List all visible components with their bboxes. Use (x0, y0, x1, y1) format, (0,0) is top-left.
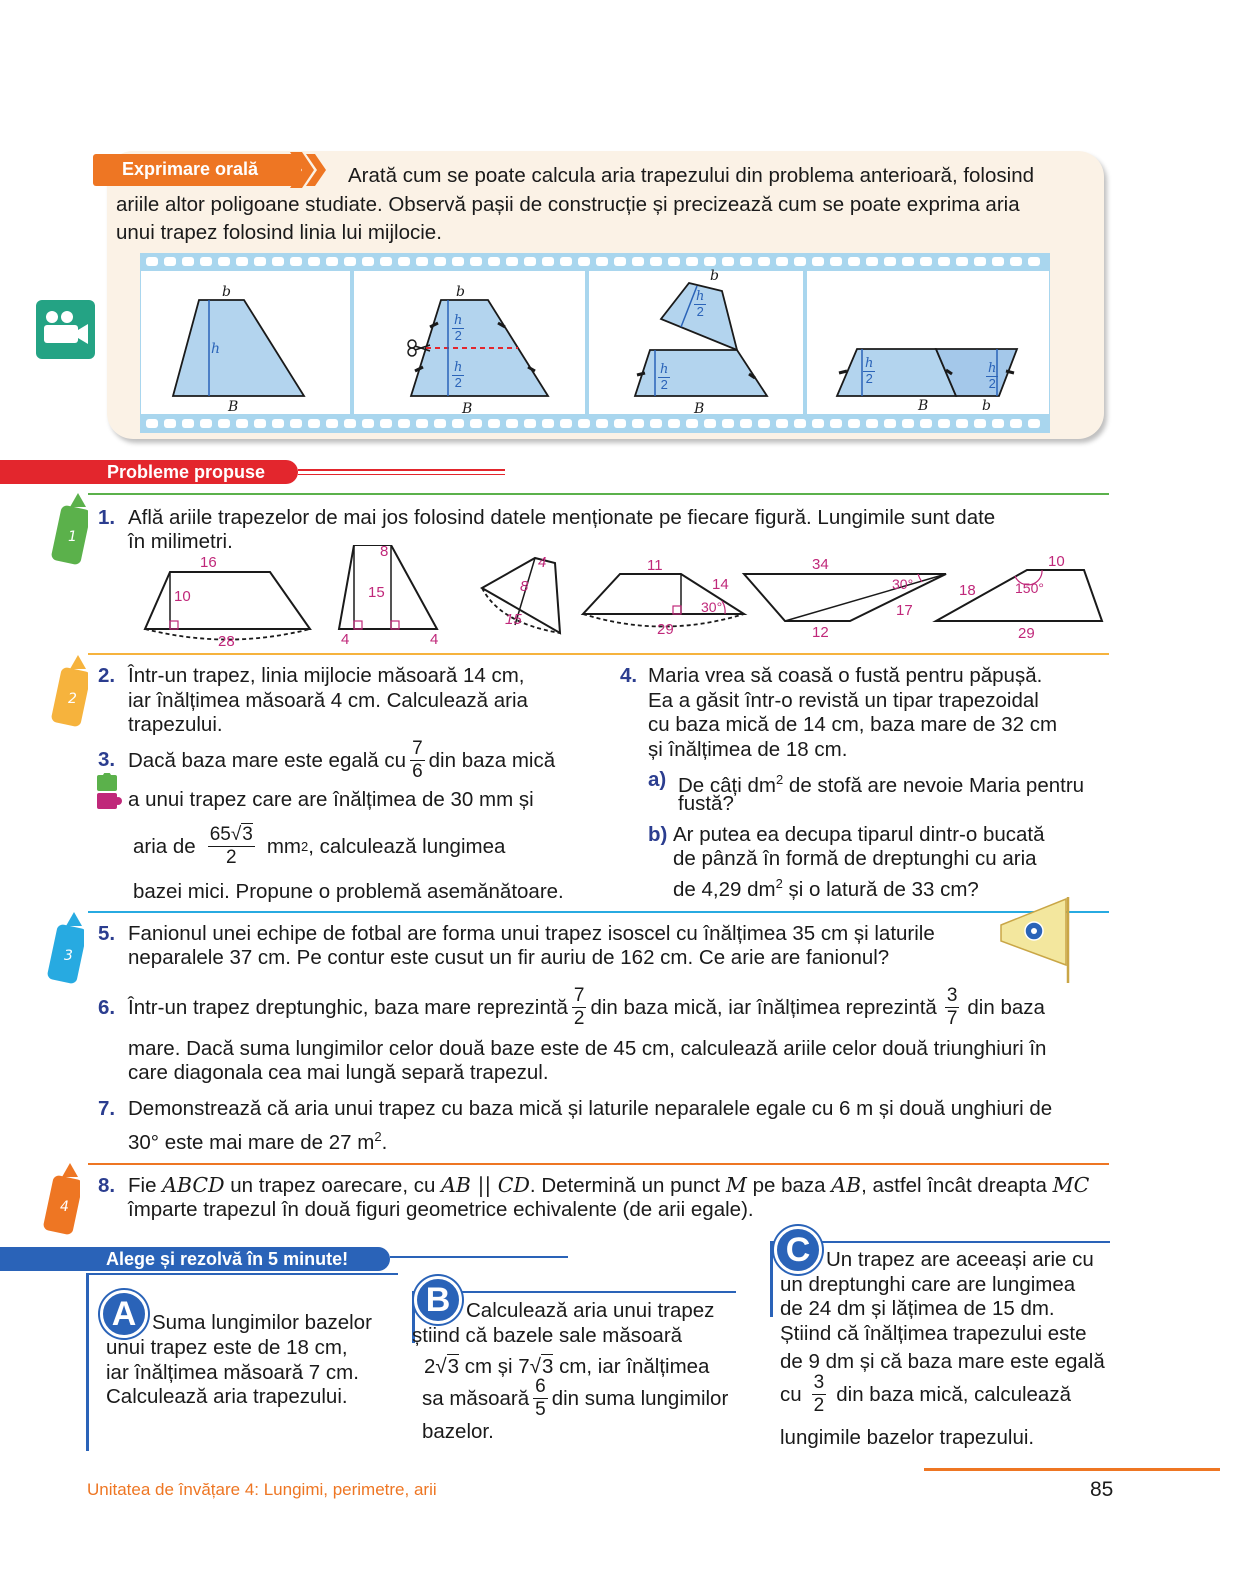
p4-line2: Ea a găsit într-o revistă un tipar trapezoidal (648, 689, 1039, 712)
p8-line2: împarte trapezul în două figuri geometrice echivalente (de arii egale). (128, 1198, 754, 1221)
card-c-badge: C (774, 1226, 822, 1274)
p1-f2-top: 8 (380, 543, 389, 560)
page-number: 85 (1090, 1478, 1114, 1501)
video-camera-icon (36, 300, 95, 359)
card-c-rule-left (770, 1241, 773, 1317)
p4-line3: cu baza mică de 14 cm, baza mare de 32 cm (648, 713, 1058, 736)
crayon-yellow-icon (48, 655, 88, 731)
p3-line2: a unui trapez care are înălțimea de 30 mm și (128, 788, 534, 811)
film-label-b-1: b (222, 284, 231, 300)
film-label-h2-4b: $\frac{h}{2}$ (988, 361, 997, 391)
p2-line2: iar înălțimea măsoară 4 cm. Calculează aria (128, 689, 528, 712)
card-b-line4: sa măsoară $\frac{6}{5}$ din suma lungimilor (422, 1375, 729, 1420)
chevrons-icon (290, 152, 335, 188)
p6-line2: mare. Dacă suma lungimilor celor două baze este de 45 cm, calculează ariile celor două triunghiuri în (128, 1037, 1047, 1060)
p1-number: 1. (98, 506, 116, 529)
p4-b-line3: de 4,29 $dm^2$ și o latură de 33 cm? (673, 876, 979, 901)
p1-f6-bot: 29 (1018, 625, 1035, 642)
p4-b-label: b) (648, 823, 668, 846)
p1-f4-top: 11 (647, 557, 663, 574)
footer-unit: Unitatea de învățare 4: Lungimi, perimetre, arii (87, 1480, 437, 1499)
film-label-h2-3a: $\frac{h}{2}$ (696, 289, 705, 319)
quick-rule (390, 1256, 568, 1258)
section-rule-2 (298, 474, 505, 475)
svg-text:4: 4 (60, 1199, 69, 1215)
p1-f5-side: 17 (896, 602, 913, 619)
level-rule-1 (88, 493, 1109, 495)
film-label-b-3: b (710, 268, 719, 284)
p1-line2: în milimetri. (128, 530, 233, 553)
card-b-line5: bazelor. (422, 1420, 494, 1443)
card-b-line3: 2√3 cm și 7√3 cm, iar înălțimea (424, 1355, 710, 1378)
p5-line1: Fanionul unei echipe de fotbal are forma unui trapez isoscel cu înălțimea 35 cm și laturile (128, 922, 935, 945)
film-label-h2-bot: $\frac{h}{2}$ (454, 360, 463, 390)
film-label-h2-top: $\frac{h}{2}$ (454, 313, 463, 343)
film-label-b-4: b (982, 398, 991, 414)
p2-line1: Într-un trapez, linia mijlocie măsoară 14 cm, (128, 664, 525, 687)
level-rule-3 (88, 911, 1109, 913)
card-c-line2: un dreptunghi care are lungimea (780, 1273, 1076, 1296)
p1-f5-top: 34 (812, 556, 829, 573)
p1-f4-angle: 30° (701, 599, 723, 615)
p2-line3: trapezului. (128, 713, 223, 736)
card-c-line1: Un trapez are aceeași arie cu (826, 1248, 1094, 1271)
film-label-B-1: B (228, 399, 239, 415)
p1-f6-angle: 150° (1015, 580, 1044, 596)
card-a-line2: unui trapez este de 18 cm, (106, 1336, 348, 1359)
p5-number: 5. (98, 922, 116, 945)
card-c-line5: de 9 dm și că baza mare este egală (780, 1350, 1105, 1373)
level-rule-2 (88, 653, 1109, 655)
film-label-B-2: B (462, 401, 473, 417)
p6-line1: Într-un trapez dreptunghic, baza mare reprezintă $\frac{7}{2}$ din baza mică, iar înălțimea reprezintă $\frac{3}{7}$ din baza (128, 984, 1045, 1029)
oral-line3: unui trapez folosind linia lui mijlocie. (116, 221, 442, 244)
p3-line3: aria de $\frac{65√3}{2}$ mm 2 , calculează lungimea (133, 823, 506, 868)
p1-f1-bot: 28 (218, 633, 235, 650)
pennant-icon (998, 895, 1073, 985)
oral-badge-label: Exprimare orală (122, 159, 259, 179)
p4-line4: și înălțimea de 18 cm. (648, 738, 848, 761)
svg-text:3: 3 (64, 948, 73, 964)
oral-line2: ariile altor poligoane studiate. Observă pașii de construcție și precizează cum se poate exprima aria (116, 193, 1020, 216)
level-rule-4 (88, 1163, 1109, 1165)
crayon-orange-icon (40, 1163, 80, 1239)
p3-line4: bazei mici. Propune o problemă asemănătoare. (133, 880, 564, 903)
p1-f6-side: 18 (959, 582, 976, 599)
p6-number: 6. (98, 996, 116, 1019)
film-label-B-4: B (918, 398, 929, 414)
p1-f4-bot: 29 (657, 621, 674, 638)
section-rule (298, 469, 505, 471)
p4-a-line2: fustă? (678, 792, 734, 815)
card-a-line1: Suma lungimilor bazelor (152, 1311, 372, 1334)
p5-line2: neparalele 37 cm. Pe contur este cusut un fir auriu de 162 cm. Ce arie are fanionul? (128, 946, 890, 969)
quick-title: Alege și rezolvă în 5 minute! (106, 1249, 349, 1269)
card-c-line6: cu $\frac{3}{2}$ din baza mică, calculează (780, 1371, 1071, 1416)
card-b-line2: știind că bazele sale măsoară (412, 1324, 683, 1347)
card-a-rule-left (86, 1273, 89, 1451)
p1-f3-h: 8 (520, 578, 529, 595)
footer-rule (924, 1468, 1220, 1471)
film-label-h2-4a: $\frac{h}{2}$ (865, 356, 874, 386)
section-title: Probleme propuse (107, 462, 266, 482)
crayon-green-icon (48, 493, 88, 569)
p1-line1: Află ariile trapezelor de mai jos folosind datele menționate pe fiecare figură. Lungimile sunt date (128, 506, 996, 529)
p4-b-line1: Ar putea ea decupa tiparul dintr-o bucată (673, 823, 1045, 846)
p6-line3: care diagonala cea mai lungă separă trapezul. (128, 1061, 549, 1084)
p1-f4-side: 14 (712, 576, 729, 593)
film-label-B-3: B (694, 401, 705, 417)
p1-f3-top: 4 (538, 554, 547, 571)
card-a-line4: Calculează aria trapezului. (106, 1385, 348, 1408)
p1-f6-top: 10 (1048, 553, 1065, 570)
p7-line1: Demonstrează că aria unui trapez cu baza mică și laturile neparalele egale cu 6 m și două unghiuri de (128, 1097, 1053, 1120)
card-a-rule-top (86, 1273, 398, 1275)
crayon-cyan-icon (44, 912, 84, 988)
p1-f1-top: 16 (200, 554, 217, 571)
p1-f2-h: 15 (368, 584, 385, 601)
scissors-icon (407, 339, 431, 357)
p1-f2-right: 4 (430, 631, 439, 648)
p1-f5-angle: 30° (892, 576, 914, 592)
card-a-line3: iar înălțimea măsoară 7 cm. (106, 1361, 359, 1384)
card-b-line1: Calculează aria unui trapez (466, 1299, 715, 1322)
film-label-h-1: h (211, 341, 221, 357)
p3-number: 3. (98, 748, 116, 771)
card-c-line3: de 24 dm și lățimea de 15 dm. (780, 1297, 1055, 1320)
film-strip (140, 253, 1050, 433)
p4-number: 4. (620, 664, 638, 687)
p8-number: 8. (98, 1174, 116, 1197)
p4-line1: Maria vrea să coasă o fustă pentru păpușă. (648, 664, 1043, 687)
film-label-h2-3b: $\frac{h}{2}$ (660, 362, 669, 392)
svg-text:2: 2 (68, 691, 77, 707)
p4-b-line2: de pânză în formă de dreptunghi cu aria (673, 847, 1037, 870)
p4-a-label: a) (648, 768, 667, 791)
p2-number: 2. (98, 664, 116, 687)
p8-line1: Fie ABCD un trapez oarecare, cu AB || CD. Determină un punct M pe baza AB, astfel încât dreapta MC (128, 1173, 1090, 1197)
film-label-b-2: b (456, 284, 465, 300)
p1-f2-left: 4 (341, 631, 350, 648)
p1-f5-bot: 12 (812, 624, 829, 641)
oral-line1: Arată cum se poate calcula aria trapezului din problema anterioară, folosind (348, 164, 1034, 187)
p7-line2: 30° este mai mare de 27 $m^2$. (128, 1129, 388, 1154)
p3-line1: Dacă baza mare este egală cu $\frac{7}{6}$ din baza mică (128, 737, 556, 782)
p1-f3-bot: 15 (505, 611, 522, 628)
p4-a-line1: De câți $dm^2$ de stofă are nevoie Maria pentru (678, 772, 1085, 797)
card-b-badge: B (414, 1276, 462, 1324)
card-c-line7: lungimile bazelor trapezului. (780, 1426, 1035, 1449)
card-c-line4: Știind că înălțimea trapezului este (780, 1322, 1087, 1345)
p7-number: 7. (98, 1097, 116, 1120)
p1-f1-h: 10 (174, 588, 191, 605)
svg-text:1: 1 (68, 529, 77, 545)
card-a-badge: A (100, 1290, 148, 1338)
puzzle-icon (95, 773, 123, 811)
